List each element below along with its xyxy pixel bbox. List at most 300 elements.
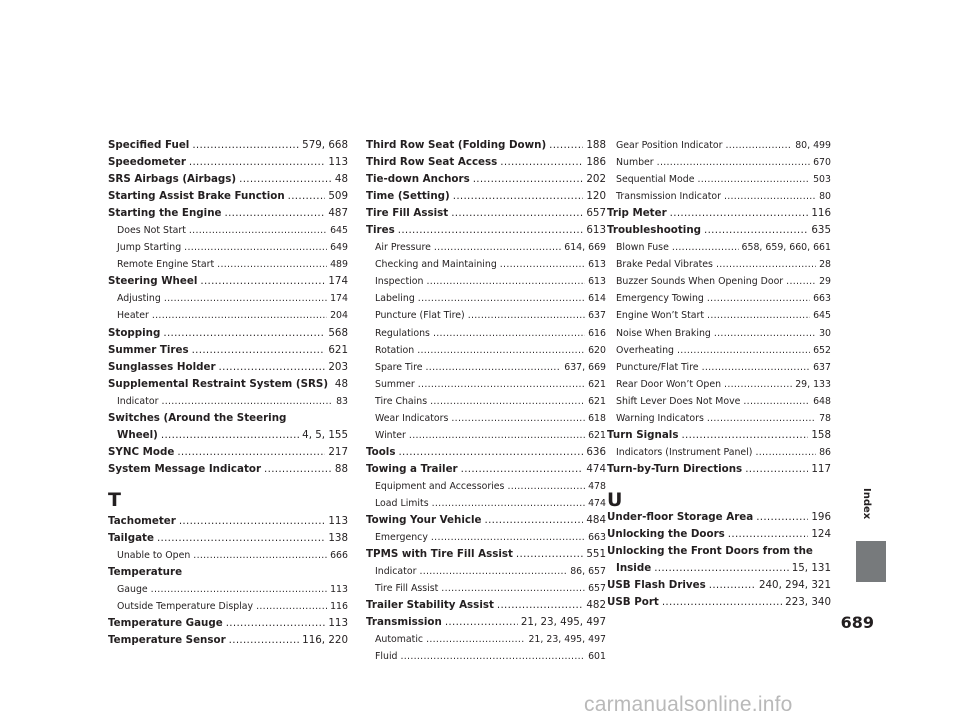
index-pages: 113 [328, 617, 348, 630]
index-term: Stopping [108, 326, 161, 339]
index-pages: 621 [328, 343, 348, 356]
index-pages: 86 [819, 446, 831, 458]
dot-leader [256, 598, 327, 615]
index-term: USB Port [607, 596, 659, 609]
index-term: Automatic [375, 634, 424, 646]
index-pages: 48 [334, 173, 348, 186]
index-term: SRS Airbags (Airbags) [108, 173, 237, 186]
dot-leader [716, 256, 816, 273]
index-entry [607, 188, 831, 205]
dot-leader [745, 461, 808, 478]
index-pages: 117 [811, 462, 831, 475]
index-entry [366, 427, 606, 444]
index-entry [366, 478, 606, 495]
dot-leader [702, 359, 811, 376]
index-entry [108, 359, 348, 376]
index-pages: 474 [588, 497, 606, 509]
index-term: Third Row Seat Access [366, 156, 498, 169]
index-pages: 174 [330, 293, 348, 305]
index-entry [108, 222, 348, 239]
index-entry [366, 563, 606, 580]
index-entry [108, 137, 348, 154]
dot-leader [549, 137, 583, 154]
index-term: Outside Temperature Display [117, 601, 254, 613]
dot-leader [451, 205, 583, 222]
index-pages: 174 [328, 275, 348, 288]
index-entry [366, 376, 606, 393]
index-term: Equipment and Accessories [375, 480, 505, 492]
index-term: Tie-down Anchors [366, 173, 470, 186]
dot-leader [681, 427, 808, 444]
index-term: Engine Won’t Start [616, 310, 705, 322]
index-term: Under-floor Storage Area [607, 510, 754, 523]
index-entry [607, 256, 831, 273]
index-term: Rear Door Won’t Open [616, 378, 722, 390]
index-pages: 613 [586, 224, 606, 237]
index-entry [607, 526, 831, 543]
index-pages: 196 [811, 510, 831, 523]
index-pages: 621 [588, 429, 606, 441]
index-term: Speedometer [108, 156, 186, 169]
index-term: Overheating [616, 344, 675, 356]
index-entry [366, 444, 606, 461]
index-term: Switches (Around the Steering [108, 411, 287, 424]
dot-leader [157, 530, 325, 547]
entry-group [108, 513, 348, 649]
index-pages: 621 [588, 378, 606, 390]
index-pages: 116 [330, 601, 348, 613]
dot-leader [189, 154, 325, 171]
index-term: Transmission [366, 616, 442, 629]
dot-leader [417, 342, 585, 359]
index-pages: 666 [330, 550, 348, 562]
index-term: Tire Fill Assist [375, 583, 439, 595]
index-entry [108, 564, 348, 581]
index-pages: 620 [588, 344, 606, 356]
index-entry [607, 359, 831, 376]
dot-leader [786, 273, 816, 290]
index-entry [108, 581, 348, 598]
dot-leader [426, 273, 585, 290]
index-entry [366, 495, 606, 512]
index-pages: 80 [819, 191, 831, 203]
index-pages: 568 [328, 326, 348, 339]
index-pages: 15, 131 [791, 562, 831, 575]
index-entry [108, 205, 348, 222]
index-term: Tailgate [108, 531, 154, 544]
index-pages: 21, 23, 495, 497 [528, 634, 606, 646]
index-entry [607, 273, 831, 290]
index-entry [366, 290, 606, 307]
index-entry [366, 325, 606, 342]
index-entry [108, 393, 348, 410]
index-pages: 637 [813, 361, 831, 373]
index-term: Gear Position Indicator [616, 140, 723, 151]
index-entry [366, 342, 606, 359]
index-pages: 648 [813, 395, 831, 407]
index-term: Temperature Sensor [108, 634, 226, 647]
index-entry [607, 154, 831, 171]
dot-leader [485, 512, 584, 529]
index-pages: 487 [328, 207, 348, 220]
index-pages: 138 [328, 531, 348, 544]
index-term: Towing Your Vehicle [366, 514, 482, 527]
index-entry [366, 307, 606, 324]
index-pages: 635 [811, 224, 831, 237]
index-entry [366, 256, 606, 273]
index-term: Temperature Gauge [108, 617, 223, 630]
dot-leader [419, 563, 567, 580]
index-pages: 28 [819, 259, 831, 271]
index-term: Winter [375, 429, 406, 441]
index-term: Brake Pedal Vibrates [616, 259, 713, 271]
index-term: Emergency [375, 532, 428, 544]
index-entry [108, 530, 348, 547]
index-entry [108, 256, 348, 273]
dot-leader [672, 239, 739, 256]
index-pages: 579, 668 [302, 139, 348, 151]
dot-leader [219, 359, 326, 376]
dot-leader [398, 222, 584, 239]
dot-leader [724, 188, 816, 205]
index-term: Remote Engine Start [117, 259, 215, 271]
index-entry [607, 307, 831, 324]
index-term: Turn-by-Turn Directions [607, 462, 743, 475]
index-entry [366, 597, 606, 614]
index-term: Load Limits [375, 497, 429, 509]
index-entry [108, 513, 348, 530]
index-entry [108, 239, 348, 256]
index-term: Tachometer [108, 514, 176, 527]
dot-leader [398, 444, 583, 461]
index-pages: 657 [588, 583, 606, 595]
dot-leader [500, 256, 585, 273]
index-term: Air Pressure [375, 242, 431, 254]
index-entry [607, 290, 831, 307]
index-entry [108, 547, 348, 564]
index-term: Indicator [375, 566, 417, 578]
index-entry [108, 615, 348, 632]
dot-leader [401, 648, 586, 665]
index-term: Inspection [375, 276, 424, 288]
index-entry [607, 239, 831, 256]
index-term: Fluid [375, 651, 398, 663]
dot-leader [724, 376, 792, 393]
dot-leader [200, 273, 325, 290]
index-entry [366, 188, 606, 205]
entry-group [108, 137, 348, 410]
index-term: Third Row Seat (Folding Down) [366, 139, 547, 151]
index-entry [607, 171, 831, 188]
index-term: Puncture (Flat Tire) [375, 310, 465, 322]
dot-leader [728, 526, 809, 543]
index-entry [366, 222, 606, 239]
index-pages: 484 [586, 514, 606, 527]
dot-leader [434, 239, 561, 256]
dot-leader [453, 188, 584, 205]
index-entry [108, 444, 348, 461]
index-term: Blown Fuse [616, 242, 669, 254]
index-term: Steering Wheel [108, 275, 198, 288]
index-pages: 113 [328, 514, 348, 527]
index-term: Checking and Maintaining [375, 259, 497, 271]
index-pages: 116, 220 [302, 634, 348, 647]
index-pages: 30 [819, 327, 831, 339]
index-term: Summer Tires [108, 343, 189, 356]
index-entry [607, 222, 831, 239]
index-term: Tire Chains [375, 395, 428, 407]
index-entry [108, 427, 348, 444]
index-entry [607, 543, 831, 560]
index-pages: 614, 669 [564, 242, 606, 254]
dot-leader [473, 171, 584, 188]
index-pages: 645 [330, 225, 348, 237]
index-term: Time (Setting) [366, 190, 450, 203]
index-pages: 658, 659, 660, 661 [741, 242, 831, 254]
index-term: Regulations [375, 327, 430, 339]
index-term: Transmission Indicator [616, 191, 721, 203]
dot-leader [192, 137, 299, 154]
watermark: carmanualsonline.info [584, 693, 793, 716]
dot-leader [755, 444, 816, 461]
index-entry [607, 205, 831, 222]
dot-leader [418, 376, 585, 393]
index-pages: 657 [586, 207, 606, 220]
index-entry [607, 594, 831, 611]
index-term: Jump Starting [117, 242, 182, 254]
dot-leader [507, 478, 585, 495]
dot-leader [654, 560, 789, 577]
index-term: Inside [616, 562, 652, 575]
index-pages: 240, 294, 321 [758, 579, 831, 592]
index-entry [607, 509, 831, 526]
index-term: Unable to Open [117, 550, 191, 562]
index-term: Noise When Braking [616, 327, 711, 339]
index-entry [607, 427, 831, 444]
index-term: Wear Indicators [375, 412, 449, 424]
dot-leader [433, 325, 585, 342]
index-term: Troubleshooting [607, 224, 702, 237]
index-term: System Message Indicator [108, 462, 262, 475]
index-entry [366, 546, 606, 563]
index-term: Shift Lever Does Not Move [616, 395, 741, 407]
index-pages: 614 [588, 293, 606, 305]
index-pages: 203 [328, 360, 348, 373]
dot-leader [418, 290, 585, 307]
index-term: Unlocking the Doors [607, 527, 725, 540]
index-pages: 482 [586, 599, 606, 612]
index-term: Trailer Stability Assist [366, 599, 494, 612]
dot-leader [225, 205, 326, 222]
dot-leader [468, 307, 585, 324]
dot-leader [697, 171, 810, 188]
dot-leader [714, 325, 816, 342]
dot-leader [704, 222, 808, 239]
index-pages: 645 [813, 310, 831, 322]
index-tab-marker [856, 541, 886, 582]
dot-leader [426, 631, 525, 648]
index-entry [108, 273, 348, 290]
index-pages: 663 [813, 293, 831, 305]
index-pages: 613 [588, 259, 606, 271]
dot-leader [229, 632, 299, 649]
index-pages: 616 [588, 327, 606, 339]
index-pages: 489 [330, 259, 348, 271]
index-entry [108, 342, 348, 359]
index-entry [108, 325, 348, 342]
index-entry [607, 325, 831, 342]
index-entry [366, 529, 606, 546]
index-pages: 124 [811, 527, 831, 540]
dot-leader [288, 188, 326, 205]
index-term: Summer [375, 378, 415, 390]
index-term: Buzzer Sounds When Opening Door [616, 276, 784, 288]
index-term: Rotation [375, 344, 415, 356]
dot-leader [445, 614, 518, 631]
index-term: Specified Fuel [108, 139, 190, 151]
index-term: Heater [117, 310, 149, 322]
dot-leader [226, 615, 326, 632]
index-entry [607, 560, 831, 577]
page-number: 689 [840, 613, 874, 632]
dot-leader [657, 154, 810, 171]
index-term: Spare Tire [375, 361, 423, 373]
index-entry [366, 461, 606, 478]
index-pages: 80, 499 [795, 140, 831, 151]
index-pages: 29, 133 [795, 378, 831, 390]
index-pages: 186 [586, 156, 606, 169]
index-entry [366, 239, 606, 256]
dot-leader [189, 222, 327, 239]
dot-leader [432, 495, 585, 512]
section-letter: T [108, 488, 121, 511]
index-pages: 29 [819, 276, 831, 288]
dot-leader [239, 171, 332, 188]
index-entry [607, 137, 831, 154]
index-entry [366, 631, 606, 648]
index-pages: 223, 340 [785, 596, 831, 609]
dot-leader [756, 509, 808, 526]
index-term: Indicators (Instrument Panel) [616, 446, 753, 458]
index-pages: 116 [811, 207, 831, 220]
index-column-3 [607, 137, 831, 611]
index-entry [607, 393, 831, 410]
index-entry [366, 614, 606, 631]
index-term: Emergency Towing [616, 293, 704, 305]
index-pages: 551 [586, 548, 606, 561]
index-pages: 188 [586, 139, 606, 151]
index-entry [607, 444, 831, 461]
index-term: Wheel) [117, 428, 158, 441]
index-term: Labeling [375, 293, 415, 305]
index-column-2 [366, 137, 606, 665]
entry-group [607, 509, 831, 543]
index-entry [366, 273, 606, 290]
dot-leader [426, 359, 562, 376]
dot-leader [193, 547, 327, 564]
dot-leader [161, 427, 299, 444]
index-entry [366, 512, 606, 529]
dot-leader [441, 580, 585, 597]
index-pages: 663 [588, 532, 606, 544]
index-term: Indicator [117, 395, 159, 407]
index-pages: 158 [811, 428, 831, 441]
dot-leader [331, 376, 332, 393]
dot-leader [217, 256, 327, 273]
dot-leader [677, 342, 810, 359]
index-pages: 48 [334, 377, 348, 390]
index-pages: 649 [330, 242, 348, 254]
index-pages: 202 [586, 173, 606, 186]
index-entry [607, 342, 831, 359]
index-pages: 83 [336, 395, 348, 407]
index-entry [108, 154, 348, 171]
index-pages: 78 [819, 412, 831, 424]
index-pages: 503 [813, 174, 831, 186]
index-pages: 474 [586, 462, 606, 475]
index-pages: 613 [588, 276, 606, 288]
index-pages: 652 [813, 344, 831, 356]
dot-leader [662, 594, 782, 611]
index-term: TPMS with Tire Fill Assist [366, 548, 513, 561]
dot-leader [726, 137, 793, 154]
index-column-1 [108, 137, 348, 649]
index-entry [366, 648, 606, 665]
dot-leader [430, 393, 585, 410]
index-term: Starting Assist Brake Function [108, 190, 285, 203]
index-entry [607, 461, 831, 478]
entry-group [108, 444, 348, 478]
index-term: Number [616, 157, 654, 169]
index-term: Supplemental Restraint System (SRS) [108, 377, 329, 390]
index-pages: 637 [588, 310, 606, 322]
index-term: Temperature [108, 566, 183, 579]
index-entry [108, 598, 348, 615]
index-entry [108, 632, 348, 649]
index-term: Turn Signals [607, 428, 679, 441]
dot-leader [264, 461, 332, 478]
index-entry [108, 307, 348, 324]
dot-leader [177, 444, 325, 461]
index-pages: 4, 5, 155 [302, 428, 348, 441]
index-term: Gauge [117, 584, 148, 596]
index-tab-label: Index [861, 488, 872, 520]
index-entry [366, 393, 606, 410]
index-pages: 509 [328, 190, 348, 203]
index-entry [108, 171, 348, 188]
index-pages: 88 [334, 462, 348, 475]
index-term: Warning Indicators [616, 412, 704, 424]
index-pages: 636 [586, 445, 606, 458]
index-pages: 601 [588, 651, 606, 663]
index-term: Adjusting [117, 293, 161, 305]
index-entry [366, 171, 606, 188]
index-pages: 621 [588, 395, 606, 407]
index-pages: 618 [588, 412, 606, 424]
dot-leader [152, 307, 327, 324]
index-pages: 637, 669 [564, 361, 606, 373]
section-letter: U [607, 488, 623, 511]
index-pages: 670 [813, 157, 831, 169]
index-entry [108, 461, 348, 478]
index-entry [108, 410, 348, 427]
dot-leader [707, 307, 810, 324]
index-pages: 113 [330, 584, 348, 596]
dot-leader [707, 290, 810, 307]
index-term: Starting the Engine [108, 207, 222, 220]
index-entry [366, 137, 606, 154]
dot-leader [497, 597, 583, 614]
